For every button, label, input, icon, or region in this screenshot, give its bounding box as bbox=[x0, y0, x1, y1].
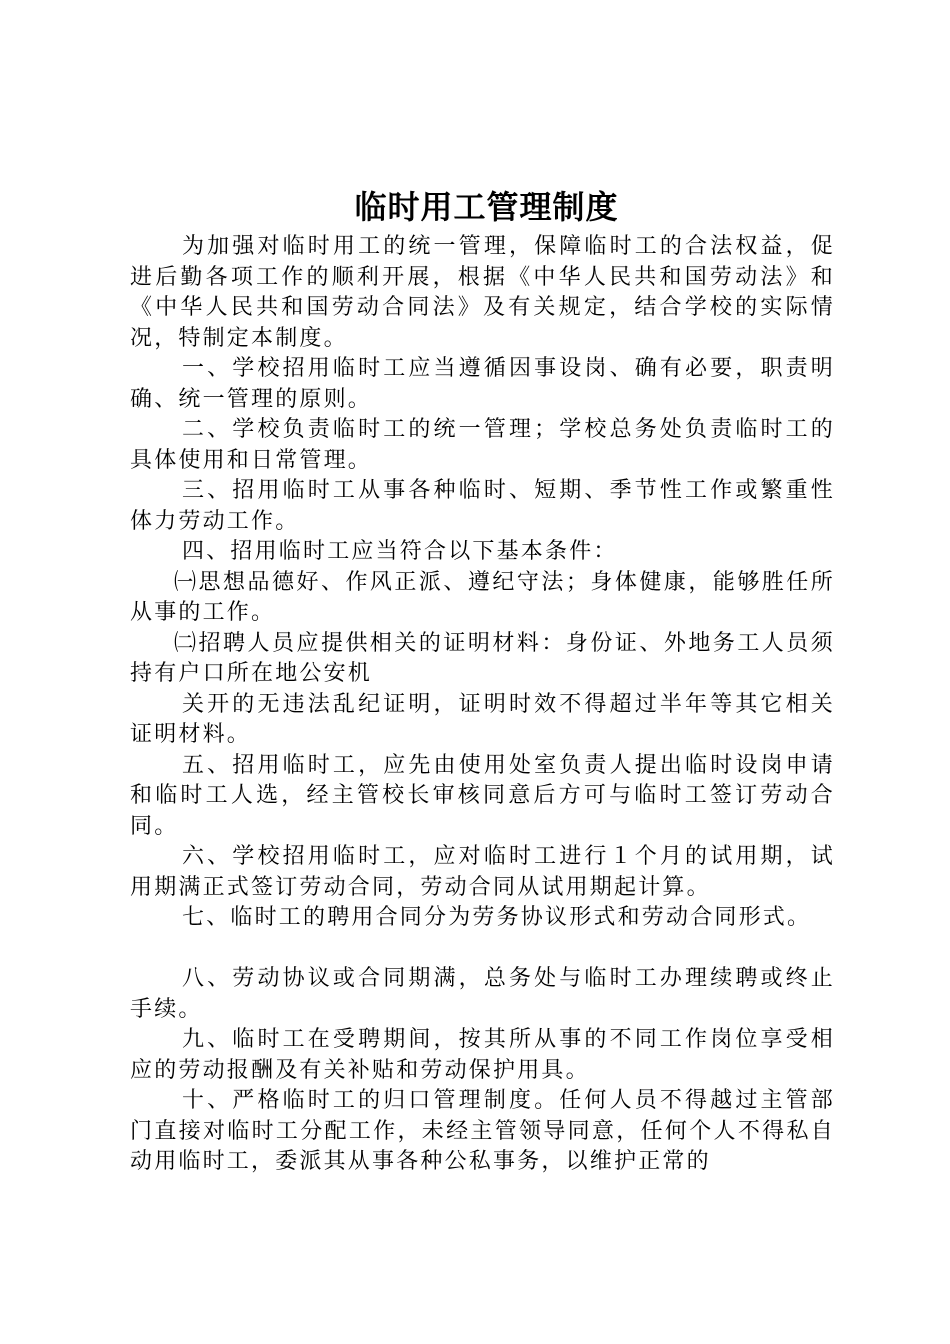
paragraph-intro: 为加强对临时用工的统一管理，保障临时工的合法权益，促进后勤各项工作的顺利开展，根据《中华人民共和国劳动法》和《中华人民共和国劳动合同法》及有关规定，结合学校的实际情况，特制定本制度。 bbox=[130, 234, 835, 351]
paragraph-article-3: 三、招用临时工从事各种临时、短期、季节性工作或繁重性体力劳动工作。 bbox=[130, 478, 835, 534]
paragraph-article-2: 二、学校负责临时工的统一管理；学校总务处负责临时工的具体使用和日常管理。 bbox=[130, 417, 835, 473]
paragraph-article-4: 四、招用临时工应当符合以下基本条件： bbox=[182, 539, 618, 564]
blank-line bbox=[130, 934, 835, 965]
paragraph-article-7: 七、临时工的聘用合同分为劳务协议形式和劳动合同形式。 bbox=[182, 905, 812, 930]
paragraph-article-6: 六、学校招用临时工，应对临时工进行１个月的试用期，试用期满正式签订劳动合同，劳动合同从试用期起计算。 bbox=[130, 844, 835, 900]
paragraph-article-8: 八、劳动协议或合同期满，总务处与临时工办理续聘或终止手续。 bbox=[130, 966, 835, 1022]
paragraph-article-5: 五、招用临时工，应先由使用处室负责人提出临时设岗申请和临时工人选，经主管校长审核同意后方可与临时工签订劳动合同。 bbox=[130, 752, 835, 839]
paragraph-article-10: 十、严格临时工的归口管理制度。任何人员不得越过主管部门直接对临时工分配工作，未经主管领导同意，任何个人不得私自动用临时工，委派其从事各种公私事务，以维护正常的 bbox=[130, 1088, 835, 1174]
paragraph-article-9: 九、临时工在受聘期间，按其所从事的不同工作岗位享受相应的劳动报酬及有关补贴和劳动保护用具。 bbox=[130, 1027, 835, 1083]
paragraph-article-1: 一、学校招用临时工应当遵循因事设岗、确有必要，职责明确、统一管理的原则。 bbox=[130, 356, 835, 412]
paragraph-condition-1: ㈠思想品德好、作风正派、遵纪守法；身体健康，能够胜任所从事的工作。 bbox=[130, 569, 835, 625]
paragraph-condition-2: ㈡招聘人员应提供相关的证明材料：身份证、外地务工人员须持有户口所在地公安机 bbox=[130, 630, 835, 686]
paragraph-condition-2-continued: 关开的无违法乱纪证明，证明时效不得超过半年等其它相关证明材料。 bbox=[130, 691, 835, 747]
document-page bbox=[130, 182, 835, 1178]
document-title: 临时用工管理制度 bbox=[354, 188, 619, 226]
